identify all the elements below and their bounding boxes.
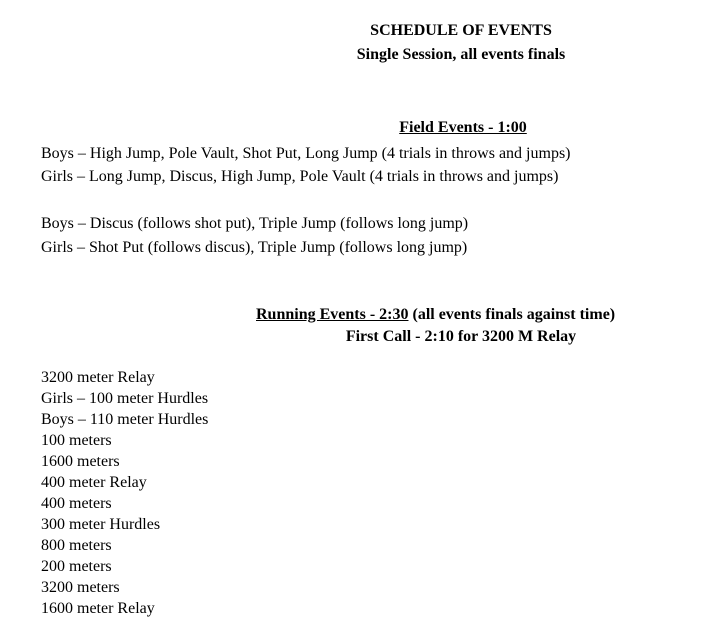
- list-item: 400 meter Relay: [41, 474, 147, 491]
- document-subtitle: Single Session, all events finals: [356, 46, 566, 63]
- list-item: 1600 meter Relay: [41, 600, 155, 617]
- field-events-heading: Field Events - 1:00: [399, 119, 527, 136]
- running-events-heading: [256, 304, 615, 325]
- list-item: 400 meters: [41, 495, 112, 512]
- running-events-note: (all events finals against time): [408, 306, 616, 323]
- field-event-line: Boys – Discus (follows shot put), Triple Jump (follows long jump): [41, 215, 469, 232]
- list-item: 3200 meter Relay: [41, 369, 155, 386]
- list-item: 3200 meters: [41, 579, 120, 596]
- running-events-title: Running Events - 2:30: [256, 306, 409, 323]
- list-item: Boys – 110 meter Hurdles: [41, 411, 209, 428]
- list-item: 200 meters: [41, 558, 112, 575]
- running-events-list: [41, 367, 208, 619]
- list-item: 100 meters: [41, 432, 112, 449]
- document-title: SCHEDULE OF EVENTS: [370, 22, 552, 39]
- field-event-line: Girls – Shot Put (follows discus), Triple Jump (follows long jump): [41, 239, 468, 256]
- list-item: 800 meters: [41, 537, 112, 554]
- first-call: First Call - 2:10 for 3200 M Relay: [345, 328, 577, 345]
- list-item: 1600 meters: [41, 453, 120, 470]
- field-event-line: Girls – Long Jump, Discus, High Jump, Pole Vault (4 trials in throws and jumps): [41, 168, 559, 185]
- field-event-line: Boys – High Jump, Pole Vault, Shot Put, Long Jump (4 trials in throws and jumps): [41, 145, 571, 162]
- list-item: Girls – 100 meter Hurdles: [41, 390, 209, 407]
- list-item: 300 meter Hurdles: [41, 516, 161, 533]
